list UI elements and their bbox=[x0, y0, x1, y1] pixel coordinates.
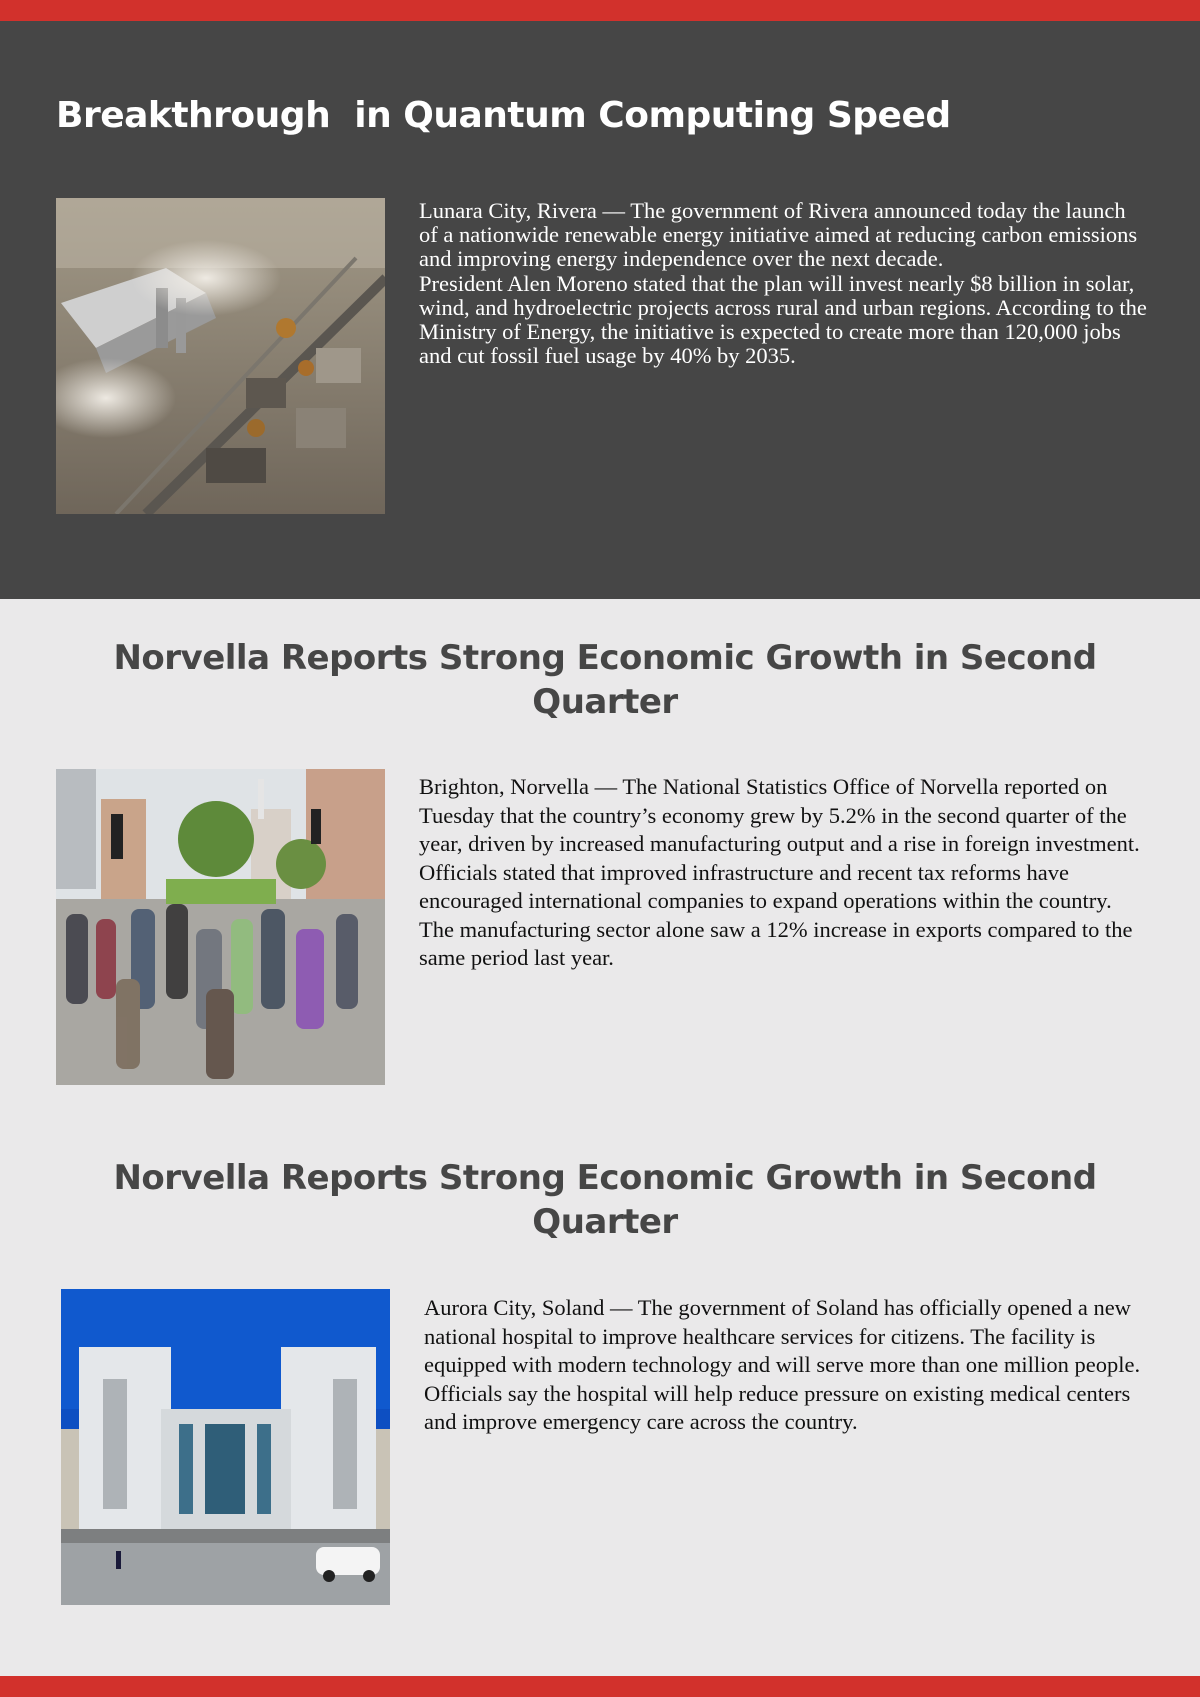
article-2-paragraph: Brighton, Norvella — The National Statistics Office of Norvella reported on Tuesday that the country’s economy grew by 5.2% in the second quarter of the year, driven by increased manufacturing output and a rise in foreign investment. bbox=[419, 774, 1140, 856]
article-1-image bbox=[56, 198, 385, 514]
article-2-image bbox=[56, 769, 385, 1085]
article-3-paragraph: Aurora City, Soland — The government of Soland has officially opened a new national hospital to improve healthcare services for citizens. The facility is equipped with modern technology and will serve more than one million people. Officials say the hospital will help reduce pressure on existing medical centers and improve emergency care across the country. bbox=[424, 1295, 1141, 1434]
article-1-body bbox=[419, 199, 1149, 368]
article-1-title: Breakthrough in Quantum Computing Speed bbox=[56, 95, 951, 136]
article-1-paragraph: Lunara City, Rivera — The government of Rivera announced today the launch of a nationwide renewable energy initiative aimed at reducing carbon emissions and improving energy independence over the next decade. bbox=[419, 198, 1138, 272]
top-accent-bar bbox=[0, 0, 1200, 21]
article-2-paragraph: Officials stated that improved infrastructure and recent tax reforms have encouraged international companies to expand operations within the country. The manufacturing sector alone saw a 12% increase in exports compared to the same period last year. bbox=[419, 859, 1133, 970]
article-3-body bbox=[424, 1294, 1154, 1437]
article-2-title: Norvella Reports Strong Economic Growth in Second Quarter bbox=[113, 638, 1097, 722]
article-3-title: Norvella Reports Strong Economic Growth in Second Quarter bbox=[113, 1158, 1097, 1242]
article-1-paragraph: President Alen Moreno stated that the plan will invest nearly $8 billion in solar, wind, and hydroelectric projects across rural and urban regions. According to the Ministry of Energy, the initiative is expected to create more than 120,000 jobs and cut fossil fuel usage by 40% by 2035. bbox=[419, 270, 1147, 369]
bottom-accent-bar bbox=[0, 1676, 1200, 1697]
article-3-image bbox=[61, 1289, 390, 1605]
article-2-body bbox=[419, 773, 1149, 973]
